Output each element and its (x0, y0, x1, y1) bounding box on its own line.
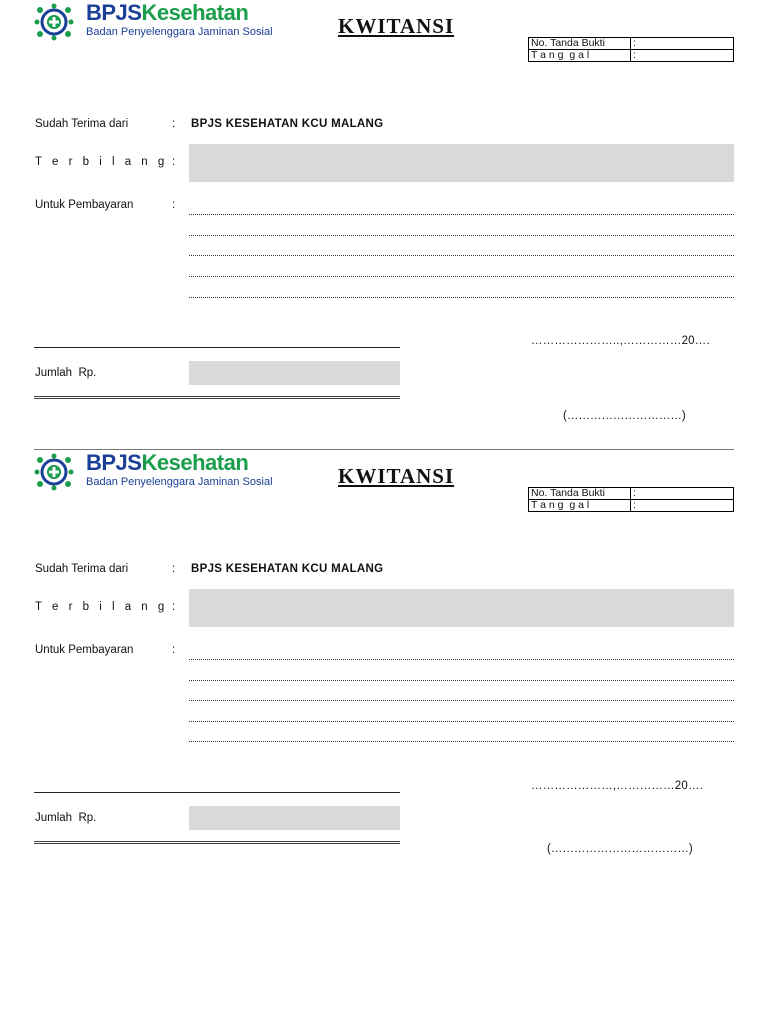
received-from-colon: : (172, 118, 176, 130)
amount-words-field[interactable] (189, 144, 734, 182)
payment-line-4[interactable] (189, 276, 734, 277)
amount-words-label: T e r b i l a n g (35, 156, 168, 168)
total-label: Jumlah Rp. (35, 812, 97, 824)
amount-words-colon: : (172, 601, 176, 613)
proof-date-label: T a n g g a l (529, 50, 631, 62)
proof-number-label: No. Tanda Bukti (529, 38, 631, 50)
amount-words-field[interactable] (189, 589, 734, 627)
received-from-colon: : (172, 563, 176, 575)
logo-tagline: Badan Penyelenggara Jaminan Sosial (86, 476, 273, 488)
logo-brand-part2: Kesehatan (141, 0, 249, 25)
total-bottom-rule (34, 841, 400, 844)
proof-number-label: No. Tanda Bukti (529, 488, 631, 500)
bpjs-logo (34, 452, 274, 492)
proof-date-field[interactable]: : (631, 500, 734, 512)
total-top-rule (34, 792, 400, 793)
payment-for-colon: : (172, 199, 176, 211)
signature-placeholder: (…………………………) (563, 410, 686, 422)
bpjs-logo (34, 2, 274, 42)
proof-table (528, 487, 734, 512)
date-placeholder: …………………..,……………20…. (531, 335, 710, 347)
payment-line-4[interactable] (189, 721, 734, 722)
total-amount-field[interactable] (189, 806, 400, 830)
amount-words-colon: : (172, 156, 176, 168)
received-from-label: Sudah Terima dari (35, 563, 129, 575)
date-placeholder: …………………,……………20…. (531, 780, 704, 792)
received-from-value: BPJS KESEHATAN KCU MALANG (191, 118, 384, 130)
payment-line-1[interactable] (189, 659, 734, 660)
logo-brand (86, 0, 248, 26)
bpjs-emblem-icon (34, 2, 74, 42)
payment-line-3[interactable] (189, 700, 734, 701)
receipt-title: KWITANSI (338, 464, 455, 488)
logo-tagline: Badan Penyelenggara Jaminan Sosial (86, 26, 273, 38)
received-from-value: BPJS KESEHATAN KCU MALANG (191, 563, 384, 575)
payment-line-1[interactable] (189, 214, 734, 215)
proof-date-label: T a n g g a l (529, 500, 631, 512)
proof-number-field[interactable]: : (631, 38, 734, 50)
total-bottom-rule (34, 396, 400, 399)
total-label: Jumlah Rp. (35, 367, 97, 379)
payment-line-2[interactable] (189, 235, 734, 236)
proof-table (528, 37, 734, 62)
receipt-top (0, 0, 768, 440)
payment-line-3[interactable] (189, 255, 734, 256)
payment-line-2[interactable] (189, 680, 734, 681)
total-top-rule (34, 347, 400, 348)
proof-date-field[interactable]: : (631, 50, 734, 62)
payment-for-label: Untuk Pembayaran (35, 199, 134, 211)
payment-line-5[interactable] (189, 741, 734, 742)
logo-brand (86, 450, 248, 476)
payment-for-label: Untuk Pembayaran (35, 644, 134, 656)
payment-line-5[interactable] (189, 297, 734, 298)
receipt-title: KWITANSI (338, 14, 455, 38)
amount-words-label: T e r b i l a n g (35, 601, 168, 613)
received-from-label: Sudah Terima dari (35, 118, 129, 130)
receipt-bottom (0, 450, 768, 890)
proof-number-field[interactable]: : (631, 488, 734, 500)
payment-for-colon: : (172, 644, 176, 656)
logo-brand-part1: BPJS (86, 0, 142, 25)
bpjs-emblem-icon (34, 452, 74, 492)
total-amount-field[interactable] (189, 361, 400, 385)
signature-placeholder: (………………………………) (547, 843, 693, 855)
logo-brand-part1: BPJS (86, 450, 142, 475)
logo-brand-part2: Kesehatan (141, 450, 249, 475)
